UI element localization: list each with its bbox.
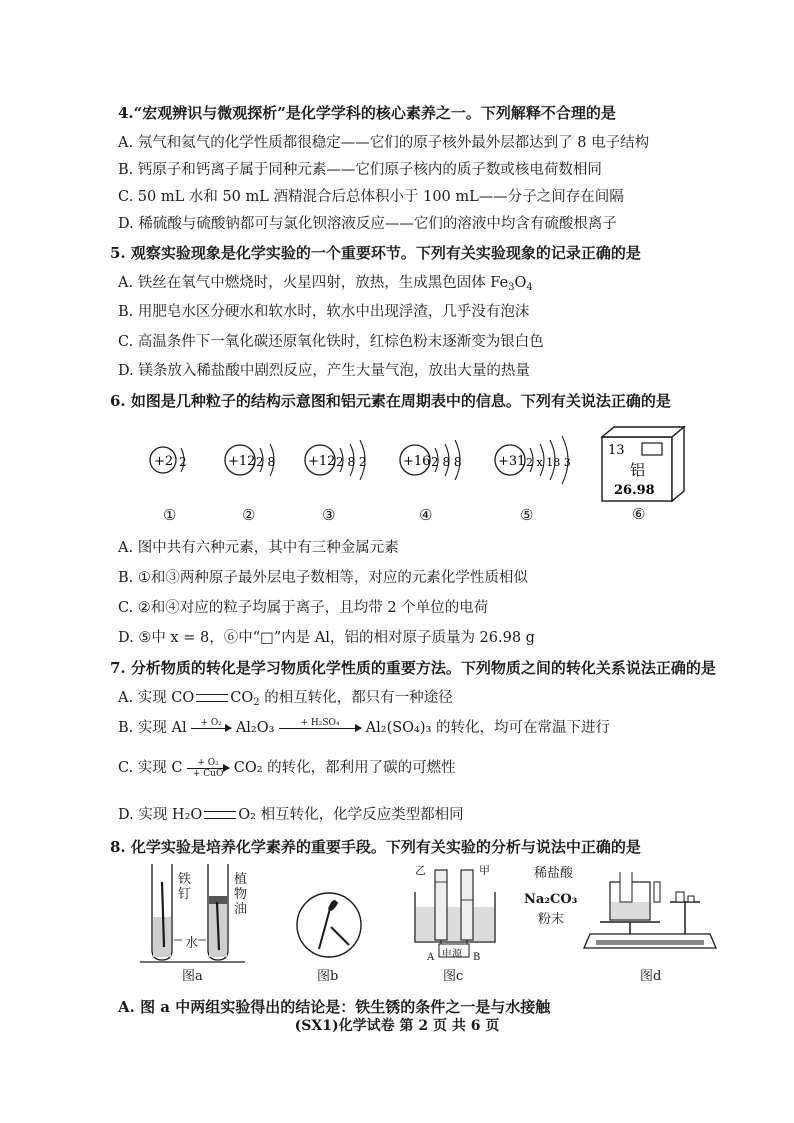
page-footer: (SX1)化学试卷 第 2 页 共 6 页: [294, 1018, 500, 1034]
particle-1: [145, 438, 205, 524]
particle-2-diagram: [220, 438, 300, 498]
particle-1-diagram: [145, 438, 205, 498]
reaction-arrow-1: + O₂: [191, 718, 231, 739]
particle-4-diagram: [395, 438, 485, 498]
q7-stem: 7. 分析物质的转化是学习物质化学性质的重要方法。下列物质之间的转化关系说法正确的是: [110, 659, 716, 677]
figure-a: [140, 862, 250, 992]
equilibrium-arrow: [196, 694, 228, 702]
particle-3-diagram: [300, 438, 390, 498]
q7-option-b: B. 实现 Al + O₂ Al₂O₃ + H₂SO₄ Al₂(SO₄)₃ 的转化，均可在常温下进行: [118, 716, 610, 739]
svg-text:+2: +2: [154, 454, 174, 469]
particle-4-label: ④: [419, 506, 433, 524]
q6-option-b: B. ①和③两种原子最外层电子数相等，对应的元素化学性质相似: [118, 570, 528, 586]
figure-d-label-powder: 粉末: [538, 912, 565, 927]
q4-option-d: D. 稀硫酸与硫酸钠都可与氯化钡溶液反应——它们的溶液中均含有硫酸根离子: [118, 216, 617, 232]
q8-figures: [120, 862, 720, 992]
reaction-arrow-2: + H₂SO₄: [279, 718, 361, 739]
svg-text:2 8: 2 8: [256, 455, 276, 469]
reaction-arrow-3: + O₂ + CuO: [187, 758, 229, 779]
q8-option-a: A. 图 a 中两组实验得出的结论是：铁生锈的条件之一是与水接触: [118, 998, 551, 1016]
particle-1-label: ①: [163, 506, 177, 524]
particle-2: [220, 438, 300, 524]
particle-4: [395, 438, 485, 524]
figure-c-label-yi: 乙: [415, 864, 426, 877]
figure-c-caption: 图c: [443, 969, 464, 984]
q5-option-d: D. 镁条放入稀盐酸中剧烈反应，产生大量气泡，放出大量的热量: [118, 363, 530, 379]
svg-text:2 8 2: 2 8 2: [336, 455, 367, 469]
figure-c: [405, 862, 505, 992]
figure-d-label-acid: 稀盐酸: [534, 866, 574, 881]
svg-text:2 x 18 3: 2 x 18 3: [526, 456, 571, 469]
q7-option-a: A. 实现 CO $CO_2$ 的相互转化，都只有一种途径: [118, 690, 453, 708]
q6-option-a: A. 图中共有六种元素，其中有三种金属元素: [118, 540, 399, 556]
q8-stem: 8. 化学实验是培养化学素养的重要手段。下列有关实验的分析与说法中正确的是: [110, 838, 641, 856]
equilibrium-arrow-2: [204, 811, 236, 819]
figure-a-label-oil: 植 物 油: [234, 872, 248, 917]
figure-c-label-power: 电源: [442, 949, 462, 960]
svg-text:+31: +31: [498, 454, 526, 469]
figure-c-label-b: B: [473, 952, 481, 963]
svg-text:+12: +12: [308, 454, 336, 469]
q4-option-b: B. 钙原子和钙离子属于同种元素——它们原子核内的质子数或核电荷数相同: [118, 162, 602, 178]
figure-b-caption: 图b: [317, 969, 339, 984]
periodic-table-cell: [600, 425, 690, 503]
atomic-mass: 26.98: [614, 483, 655, 498]
svg-text:2 8 8: 2 8 8: [431, 455, 462, 469]
q4-stem: 4.“宏观辨识与微观探析”是化学学科的核心素养之一。下列解释不合理的是: [118, 104, 616, 122]
q7-option-c: C. 实现 C + O₂ + CuO CO₂ 的转化，都利用了碳的可燃性: [118, 757, 456, 779]
figure-a-label-iron-nail: 铁 钉: [178, 872, 192, 902]
q5-option-c: C. 高温条件下一氧化碳还原氧化铁时，红棕色粉末逐渐变为银白色: [118, 334, 544, 350]
particle-3: [300, 438, 390, 524]
figure-a-label-water: 水: [185, 936, 199, 951]
element-name: 铝: [630, 461, 646, 479]
q4-option-c: C. 50 mL 水和 50 mL 酒精混合后总体积小于 100 mL——分子之间存在间隔: [118, 189, 624, 205]
atomic-number: 13: [608, 443, 625, 458]
particle-3-label: ③: [322, 506, 336, 524]
figure-b: [295, 887, 365, 992]
q7-option-d: D. 实现 H₂O O₂ 相互转化，化学反应类型都相同: [118, 807, 464, 823]
svg-text:+12: +12: [228, 454, 256, 469]
q6-stem: 6. 如图是几种粒子的结构示意图和铝元素在周期表中的信息。下列有关说法正确的是: [110, 392, 671, 410]
q6-option-c: C. ②和④对应的粒子均属于离子，且均带 2 个单位的电荷: [118, 600, 489, 616]
figure-d-caption: 图d: [640, 969, 662, 984]
particle-5: [490, 438, 600, 524]
figure-a-caption: 图a: [182, 969, 203, 984]
q6-option-d: D. ⑤中 x = 8，⑥中“□”内是 Al，铝的相对原子质量为 26.98 g: [118, 630, 535, 646]
q5-option-b: B. 用肥皂水区分硬水和软水时，软水中出现浮渣，几乎没有泡沫: [118, 304, 530, 320]
figure-d: [520, 862, 720, 992]
svg-text:2: 2: [179, 455, 187, 469]
figure-b-drawing: [295, 887, 365, 967]
figure-d-label-na2co3: Na₂CO₃: [524, 892, 578, 907]
particle-6-label: ⑥: [632, 505, 646, 523]
q5-option-a: A. 铁丝在氧气中燃烧时，火星四射，放热，生成黑色固体 $Fe_3O_4$: [118, 275, 533, 293]
svg-text:+16: +16: [403, 454, 431, 469]
particle-5-diagram: [490, 438, 600, 498]
periodic-table-box: [600, 425, 690, 505]
particle-2-label: ②: [242, 506, 256, 524]
particle-5-label: ⑤: [520, 506, 534, 524]
figure-c-label-a: A: [427, 952, 435, 963]
figure-c-label-jia: 甲: [479, 864, 490, 877]
q4-option-a: A. 氖气和氦气的化学性质都很稳定——它们的原子核外最外层都达到了 8 电子结构: [118, 135, 650, 151]
q5-stem: 5. 观察实验现象是化学实验的一个重要环节。下列有关实验现象的记录正确的是: [110, 244, 641, 262]
